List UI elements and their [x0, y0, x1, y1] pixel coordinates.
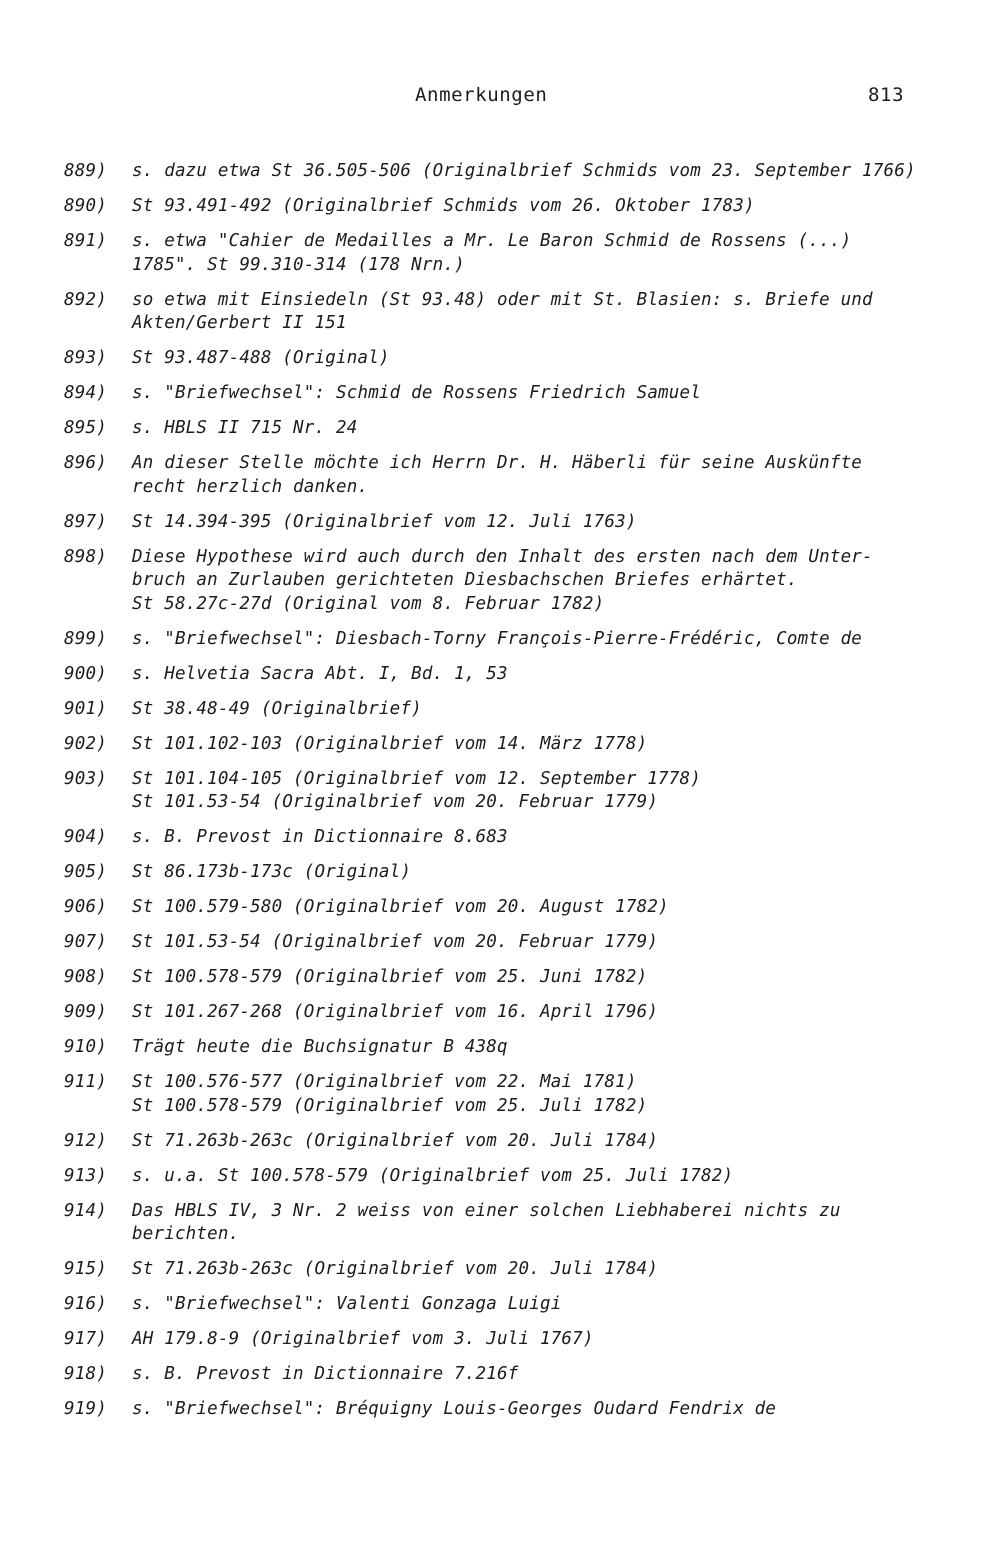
running-title: Anmerkungen — [415, 84, 548, 106]
footnote-text — [132, 733, 942, 757]
footnote-number: 893) — [64, 348, 107, 368]
footnote-item — [0, 546, 1000, 617]
footnote-item — [0, 195, 1000, 219]
footnote-text-line: s. dazu etwa St 36.505-506 (Originalbrief Schmids vom 23. September 1766) — [132, 161, 916, 181]
footnote-text — [132, 1001, 942, 1025]
footnote-text — [132, 1363, 942, 1387]
footnote-item — [0, 663, 1000, 687]
footnote-text — [132, 546, 942, 617]
footnote-text-line: Trägt heute die Buchsignatur B 438q — [132, 1037, 508, 1057]
footnote-item — [0, 1293, 1000, 1317]
footnote-item — [0, 1165, 1000, 1189]
footnote-text-line: St 101.53-54 (Originalbrief vom 20. Februar 1779) — [132, 932, 659, 952]
footnote-text — [132, 1036, 942, 1060]
footnote-text-line: St 100.578-579 (Originalbrief vom 25. Juni 1782) — [132, 967, 648, 987]
footnote-number: 909) — [64, 1002, 107, 1022]
footnote-item — [0, 417, 1000, 441]
footnote-text-line: Akten/Gerbert II 151 — [132, 313, 347, 333]
footnote-text-line: St 100.576-577 (Originalbrief vom 22. Mai 1781) — [132, 1072, 637, 1092]
footnote-item — [0, 1363, 1000, 1387]
footnote-number: 919) — [64, 1399, 107, 1419]
footnote-text — [132, 698, 942, 722]
footnote-text-line: Das HBLS IV, 3 Nr. 2 weiss von einer solchen Liebhaberei nichts zu — [132, 1200, 841, 1221]
footnote-number: 916) — [64, 1294, 107, 1314]
footnote-text — [132, 931, 942, 955]
footnote-text — [132, 1258, 942, 1282]
footnote-list — [0, 160, 1000, 1433]
footnote-number: 895) — [64, 418, 107, 438]
footnote-item — [0, 347, 1000, 371]
footnote-text-line: St 71.263b-263c (Originalbrief vom 20. Juli 1784) — [132, 1259, 659, 1279]
footnote-item — [0, 931, 1000, 955]
footnote-text-line: St 58.27c-27d (Original vom 8. Februar 1782) — [132, 593, 605, 614]
footnote-number: 892) — [64, 289, 107, 310]
footnote-text-line: s. Helvetia Sacra Abt. I, Bd. 1, 53 — [132, 663, 508, 684]
footnote-number: 906) — [64, 897, 107, 917]
footnote-text — [132, 382, 942, 406]
footnote-text-line: s. "Briefwechsel": Diesbach-Torny François-Pierre-Frédéric, Comte de — [132, 628, 863, 649]
footnote-text — [132, 511, 942, 535]
footnote-number: 901) — [64, 698, 107, 719]
footnote-text-line: St 101.53-54 (Originalbrief vom 20. Februar 1779) — [132, 792, 659, 812]
footnote-text — [132, 1200, 942, 1247]
footnote-number: 900) — [64, 663, 107, 684]
footnote-item — [0, 1328, 1000, 1352]
footnote-item — [0, 1398, 1000, 1422]
footnote-text-line: s. B. Prevost in Dictionnaire 8.683 — [132, 827, 508, 847]
footnote-number: 902) — [64, 733, 107, 754]
footnote-item — [0, 1130, 1000, 1154]
footnote-number: 890) — [64, 196, 107, 216]
footnote-text-line: St 101.267-268 (Originalbrief vom 16. April 1796) — [132, 1002, 659, 1022]
footnote-text — [132, 1328, 942, 1352]
footnote-text-line: recht herzlich danken. — [132, 476, 369, 497]
footnote-text-line: s. "Briefwechsel": Schmid de Rossens Friedrich Samuel — [132, 383, 702, 403]
footnote-number: 905) — [64, 862, 107, 882]
footnote-text-line: s. "Briefwechsel": Valenti Gonzaga Luigi — [132, 1294, 562, 1314]
footnote-text — [132, 452, 942, 499]
footnote-number: 917) — [64, 1329, 107, 1349]
footnote-item — [0, 896, 1000, 920]
footnote-item — [0, 1036, 1000, 1060]
footnote-item — [0, 628, 1000, 652]
footnote-number: 896) — [64, 453, 107, 473]
footnote-text-line: An dieser Stelle möchte ich Herrn Dr. H. Häberli für seine Auskünfte — [132, 453, 863, 473]
footnote-text-line: St 100.579-580 (Originalbrief vom 20. August 1782) — [132, 897, 669, 917]
footnote-text-line: St 101.104-105 (Originalbrief vom 12. September 1778) — [132, 768, 702, 789]
footnote-text — [132, 1130, 942, 1154]
footnote-item — [0, 230, 1000, 277]
footnote-text — [132, 966, 942, 990]
footnote-text — [132, 417, 942, 441]
footnote-item — [0, 733, 1000, 757]
footnote-text — [132, 160, 942, 184]
footnote-number: 889) — [64, 161, 107, 181]
footnote-text — [132, 896, 942, 920]
footnote-text — [132, 289, 942, 336]
footnote-text-line: St 100.578-579 (Originalbrief vom 25. Juli 1782) — [132, 1095, 648, 1116]
footnote-item — [0, 1001, 1000, 1025]
footnote-number: 899) — [64, 628, 107, 649]
footnote-text — [132, 195, 942, 219]
footnote-text-line: St 93.491-492 (Originalbrief Schmids vom 26. Oktober 1783) — [132, 196, 755, 216]
page-header — [0, 84, 1000, 108]
footnote-item — [0, 698, 1000, 722]
footnote-text — [132, 826, 942, 850]
footnote-text-line: s. HBLS II 715 Nr. 24 — [132, 418, 358, 438]
footnote-text — [132, 1165, 942, 1189]
footnote-text — [132, 861, 942, 885]
footnote-text — [132, 1293, 942, 1317]
footnote-number: 907) — [64, 932, 107, 952]
footnote-number: 897) — [64, 511, 107, 532]
footnote-number: 910) — [64, 1037, 107, 1057]
footnote-number: 904) — [64, 827, 107, 847]
footnote-text-line: s. "Briefwechsel": Bréquigny Louis-Georges Oudard Fendrix de — [132, 1399, 777, 1419]
footnote-item — [0, 452, 1000, 499]
footnote-text-line: berichten. — [132, 1224, 240, 1244]
footnote-number: 918) — [64, 1364, 107, 1384]
footnote-item — [0, 826, 1000, 850]
footnote-text-line: bruch an Zurlauben gerichteten Diesbachschen Briefes erhärtet. — [132, 570, 798, 590]
footnote-number: 891) — [64, 231, 107, 251]
footnote-text — [132, 347, 942, 371]
footnote-text-line: St 71.263b-263c (Originalbrief vom 20. Juli 1784) — [132, 1130, 659, 1151]
footnote-text — [132, 768, 942, 815]
footnote-number: 914) — [64, 1200, 107, 1221]
footnote-text — [132, 663, 942, 687]
footnote-item — [0, 160, 1000, 184]
footnote-item — [0, 1200, 1000, 1247]
footnote-number: 911) — [64, 1072, 107, 1092]
footnote-item — [0, 511, 1000, 535]
footnote-item — [0, 768, 1000, 815]
footnote-text-line: St 93.487-488 (Original) — [132, 348, 390, 368]
footnote-text — [132, 628, 942, 652]
footnote-item — [0, 861, 1000, 885]
page-number: 813 — [868, 84, 905, 106]
footnote-item — [0, 966, 1000, 990]
footnote-text-line: s. etwa "Cahier de Medailles a Mr. Le Baron Schmid de Rossens (...) — [132, 231, 852, 251]
footnote-number: 913) — [64, 1165, 107, 1186]
footnote-text-line: s. u.a. St 100.578-579 (Originalbrief vom 25. Juli 1782) — [132, 1165, 734, 1186]
footnote-number: 898) — [64, 546, 107, 567]
footnote-number: 912) — [64, 1130, 107, 1151]
footnote-text — [132, 1398, 942, 1422]
footnote-text-line: St 38.48-49 (Originalbrief) — [132, 698, 422, 719]
footnote-item — [0, 382, 1000, 406]
footnote-text-line: St 14.394-395 (Originalbrief vom 12. Juli 1763) — [132, 511, 637, 532]
footnote-text-line: AH 179.8-9 (Originalbrief vom 3. Juli 1767) — [132, 1329, 594, 1349]
footnote-text-line: 1785". St 99.310-314 (178 Nrn.) — [132, 254, 465, 275]
footnote-text-line: St 86.173b-173c (Original) — [132, 862, 412, 882]
footnote-text-line: St 101.102-103 (Originalbrief vom 14. März 1778) — [132, 733, 648, 754]
footnote-item — [0, 1258, 1000, 1282]
footnote-text-line: so etwa mit Einsiedeln (St 93.48) oder mit St. Blasien: s. Briefe und — [132, 289, 873, 310]
footnote-number: 903) — [64, 768, 107, 789]
footnote-item — [0, 1071, 1000, 1118]
footnote-item — [0, 289, 1000, 336]
footnote-text — [132, 230, 942, 277]
footnote-number: 894) — [64, 383, 107, 403]
footnote-text — [132, 1071, 942, 1118]
footnote-number: 908) — [64, 967, 107, 987]
footnote-text-line: Diese Hypothese wird auch durch den Inhalt des ersten nach dem Unter- — [132, 546, 873, 567]
footnote-text-line: s. B. Prevost in Dictionnaire 7.216f — [132, 1364, 519, 1384]
footnote-number: 915) — [64, 1259, 107, 1279]
